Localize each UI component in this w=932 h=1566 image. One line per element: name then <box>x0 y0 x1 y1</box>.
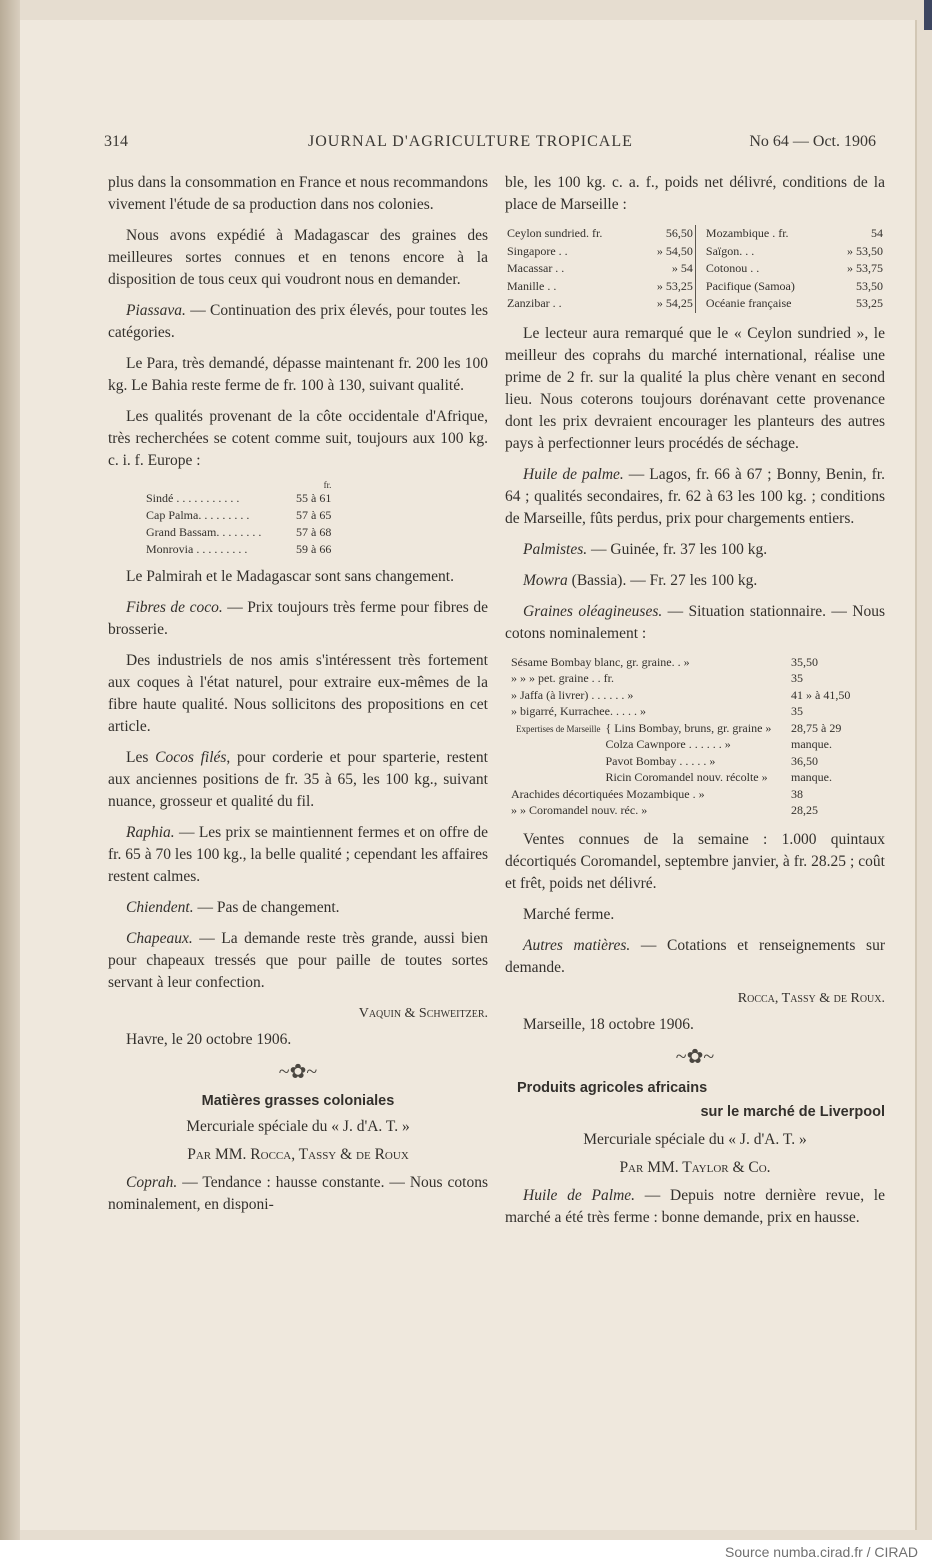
price-name: Sindé . . . . . . . . . . . <box>146 491 240 505</box>
coprah-heading: Coprah. <box>126 1174 178 1191</box>
coprah-origin: Zanzibar . . <box>507 296 562 310</box>
paragraph: Marché ferme. <box>523 905 615 923</box>
price-name: Monrovia . . . . . . . . . <box>146 542 248 556</box>
graine-price: 35 <box>791 704 803 718</box>
raphia-heading: Raphia. <box>126 824 175 841</box>
table-row <box>146 541 331 558</box>
price-name: Cap Palma. . . . . . . . . <box>146 508 250 522</box>
coprah-origin: Océanie française <box>705 296 792 310</box>
graine-name: » » Coromandel nouv. réc. » <box>511 803 648 817</box>
paragraph: ble, les 100 kg. c. a. f., poids net délivré, conditions de la place de Marseille : <box>505 174 885 213</box>
chapeaux-heading: Chapeaux. <box>126 930 193 947</box>
graines-heading: Graines oléagineuses. <box>523 602 663 620</box>
graine-price: 38 <box>791 786 803 801</box>
table-row <box>505 295 885 313</box>
authors-line: Par MM. Taylor & Co. <box>619 1158 771 1176</box>
coprah-origin: Cotonou . . <box>705 261 760 275</box>
huile-paragraph <box>505 464 885 530</box>
table-row <box>511 802 881 819</box>
column-rule <box>695 295 704 313</box>
table-row <box>511 687 881 704</box>
coprah-price: » 53,75 <box>847 261 883 275</box>
coprah-price-table <box>505 225 885 313</box>
paragraph: plus dans la consommation en France et nous recommandons vivement l'étude de sa production dans nos colonies. <box>108 174 488 213</box>
price-unit: fr. <box>323 480 332 490</box>
graine-name: Sésame Bombay blanc, gr. graine. . » <box>511 654 690 669</box>
graine-name: { Lins Bombay, bruns, gr. graine » <box>605 720 772 735</box>
chiendent-heading: Chiendent. <box>126 899 194 916</box>
raphia-text: — Les prix se maintiennent fermes et on offre de fr. 65 à 70 les 100 kg., la belle qualité ; cependant les affaires restent calmes. <box>108 824 488 885</box>
coprah-origin: Saïgon. . . <box>705 243 755 258</box>
piassava-paragraph <box>108 300 488 344</box>
huile2-paragraph <box>505 1185 885 1229</box>
table-row <box>511 786 881 803</box>
cocos-heading: Cocos filés <box>155 749 227 766</box>
coprah-origin: Mozambique . fr. <box>705 226 789 240</box>
graine-price: 28,25 <box>791 803 818 817</box>
paragraph: Le Palmirah et le Madagascar sont sans changement. <box>126 568 454 585</box>
table-row <box>505 278 885 296</box>
page-number: 314 <box>104 133 128 150</box>
table-row <box>146 524 331 541</box>
running-head <box>104 133 876 155</box>
paragraph: Nous avons expédié à Madagascar des graines des meilleures sortes connues et en tenons encore à la disposition de tous ceux qui voudront nous en demander. <box>108 227 488 288</box>
autres-text: — Cotations et renseignements sur demande. <box>505 936 885 976</box>
huile-heading: Huile de palme. <box>523 465 624 483</box>
fibres-heading: Fibres de coco. <box>126 599 223 616</box>
coprah-price: 56,50 <box>665 226 693 240</box>
chapeaux-text: — La demande reste très grande, aussi bien pour chapeaux tressés que pour paille de toutes sortes servant à leur confection. <box>108 930 488 991</box>
graine-price: 35,50 <box>791 654 818 669</box>
table-row <box>511 703 881 720</box>
coprah-price: » 54,25 <box>656 296 693 310</box>
expertises-label: Expertises de Marseille <box>515 723 601 734</box>
piassava-text: — Continuation des prix élevés, pour toutes les catégories. <box>108 302 488 341</box>
authors-line: Par MM. Rocca, Tassy & de Roux <box>187 1146 409 1163</box>
coprah-origin: Ceylon sundried. fr. <box>507 226 603 240</box>
graine-price: manque. <box>791 770 832 784</box>
graine-price: 41 » à 41,50 <box>791 687 851 702</box>
graine-name: » Jaffa (à livrer) . . . . . . » <box>511 687 634 702</box>
price-value: 55 à 61 <box>296 491 332 505</box>
column-rule <box>695 225 704 243</box>
coprah-price: » 53,50 <box>847 243 883 258</box>
chiendent-text: — Pas de changement. <box>193 899 340 916</box>
column-rule <box>695 243 704 261</box>
section-title: Produits agricoles africains <box>517 1079 708 1096</box>
coprah-paragraph <box>108 1172 488 1216</box>
autres-paragraph <box>505 935 885 979</box>
fibres-text: — Prix toujours très ferme pour fibres de brosserie. <box>108 599 488 638</box>
price-value: 57 à 65 <box>296 508 332 522</box>
graines-paragraph <box>505 601 885 645</box>
column-rule <box>695 260 704 278</box>
chapeaux-paragraph <box>108 928 488 994</box>
table-row <box>146 490 331 507</box>
raphia-paragraph <box>108 822 488 888</box>
table-row <box>511 720 881 737</box>
mercuriale-line: Mercuriale spéciale du « J. d'A. T. » <box>583 1130 807 1148</box>
book-spine <box>0 0 20 1540</box>
coprah-price: 53,50 <box>856 278 883 293</box>
ribbon-tab <box>924 0 932 30</box>
coprah-origin: Pacifique (Samoa) <box>705 278 795 293</box>
graine-name: » bigarré, Kurrachee. . . . . » <box>511 704 646 718</box>
mowra-text: (Bassia). — Fr. 27 les 100 kg. <box>567 571 758 589</box>
paragraph: Le Para, très demandé, dépasse maintenant fr. 200 les 100 kg. Le Bahia reste ferme de fr. 100 à 130, suivant qualité. <box>108 355 488 394</box>
graines-text: — Situation stationnaire. — Nous cotons nominalement : <box>505 602 885 642</box>
table-row <box>505 243 885 261</box>
huile2-text: — Depuis notre dernière revue, le marché a été très ferme : bonne demande, prix en hausse. <box>505 1186 885 1226</box>
cocos-paragraph <box>108 747 488 813</box>
fibres-paragraph <box>108 597 488 641</box>
coprah-price: » 53,25 <box>656 278 693 293</box>
piassava-heading: Piassava. <box>126 302 186 319</box>
right-column <box>505 172 885 1238</box>
cocos-text: , pour corderie et pour sparterie, restent aux anciennes positions de fr. 35 à 65, les 100 kg., suivant nuance, grosseur et qualité du fil. <box>108 749 488 810</box>
coprah-origin: Singapore . . <box>507 243 568 258</box>
piassava-price-table <box>146 481 331 558</box>
coprah-price: 53,25 <box>856 296 883 310</box>
dateline: Havre, le 20 octobre 1906. <box>126 1031 292 1048</box>
signature: Rocca, Tassy & de Roux. <box>737 990 885 1006</box>
graine-price: 35 <box>791 671 803 685</box>
table-row <box>511 670 881 687</box>
price-name: Grand Bassam. . . . . . . . <box>146 525 262 539</box>
coprah-price: » 54,50 <box>656 243 693 258</box>
graine-name: Pavot Bombay . . . . . » <box>605 753 716 768</box>
palmistes-heading: Palmistes. <box>523 540 588 558</box>
issue-date: No 64 — Oct. 1906 <box>749 133 876 150</box>
column-rule <box>695 278 704 296</box>
mercuriale-line: Mercuriale spéciale du « J. d'A. T. » <box>186 1118 410 1135</box>
coprah-price: » 54 <box>671 261 693 275</box>
huile-text: — Lagos, fr. 66 à 67 ; Bonny, Benin, fr. 64 ; qualités secondaires, fr. 62 à 63 les 100 kg. ; conditions de Marseille, fûts perdus, prix pour chargements entiers. <box>505 465 885 527</box>
section-subtitle: sur le marché de Liverpool <box>700 1103 885 1120</box>
autres-heading: Autres matières. <box>523 936 631 954</box>
dateline: Marseille, 18 octobre 1906. <box>523 1015 694 1033</box>
graine-name: Arachides décortiquées Mozambique . » <box>511 786 705 801</box>
chiendent-paragraph <box>108 897 488 919</box>
journal-title: JOURNAL D'AGRICULTURE TROPICALE <box>308 133 633 150</box>
price-value: 59 à 66 <box>296 542 332 556</box>
coprah-price: 54 <box>871 226 883 240</box>
coprah-origin: Manille . . <box>507 278 557 293</box>
graines-price-table <box>511 654 881 819</box>
table-row <box>505 260 885 278</box>
price-value: 57 à 68 <box>296 525 332 539</box>
graine-name: Colza Cawnpore . . . . . . » <box>605 737 731 751</box>
graine-price: 28,75 à 29 <box>791 720 842 735</box>
coprah-text: — Tendance : hausse constante. — Nous cotons nominalement, en disponi- <box>108 1174 488 1213</box>
left-column <box>108 172 488 1225</box>
section-title: Matières grasses coloniales <box>201 1093 395 1109</box>
palmistes-text: — Guinée, fr. 37 les 100 kg. <box>587 540 768 558</box>
mowra-heading: Mowra <box>523 571 568 589</box>
paragraph: Ventes connues de la semaine : 1.000 quintaux décortiqués Coromandel, septembre janvier, à fr. 28.25 ; coût et frêt, poids net délivré. <box>505 830 885 892</box>
table-row <box>146 507 331 524</box>
graine-name: » » » pet. graine . . fr. <box>511 671 614 685</box>
graine-price: 36,50 <box>791 753 818 768</box>
mowra-paragraph <box>505 570 885 592</box>
table-row <box>511 654 881 671</box>
table-row <box>505 225 885 243</box>
signature: Vaquin & Schweitzer. <box>358 1006 488 1021</box>
paragraph: Le lecteur aura remarqué que le « Ceylon sundried », le meilleur des coprahs du marché international, réalise une prime de 2 fr. sur la qualité la plus chère venant en second lieu. Nous coterons toujours dorénavant cette provenance dont les prix devraient encourager les planteurs des autres pays à perfectionner leurs procédés de séchage. <box>505 324 885 452</box>
huile2-heading: Huile de Palme. <box>523 1186 636 1204</box>
palmistes-paragraph <box>505 539 885 561</box>
paragraph: Des industriels de nos amis s'intéressent très fortement aux coques à l'état naturel, pour extraire eux-mêmes de la fibre haute qualité. Nous sollicitons des propositions en cet article. <box>108 652 488 735</box>
graine-price: manque. <box>791 737 832 751</box>
coprah-origin: Macassar . . <box>507 261 565 275</box>
paragraph: Les qualités provenant de la côte occidentale d'Afrique, très recherchées se cotent comme suit, toujours aux 100 kg. c. i. f. Europe : <box>108 408 488 469</box>
ornament-icon: ~✿~ <box>278 1061 318 1083</box>
cocos-pre: Les <box>126 749 156 766</box>
ornament-icon: ~✿~ <box>675 1045 715 1068</box>
source-credit: Source numba.cirad.fr / CIRAD <box>725 1544 918 1560</box>
graine-name: Ricin Coromandel nouv. récolte » <box>605 770 768 784</box>
